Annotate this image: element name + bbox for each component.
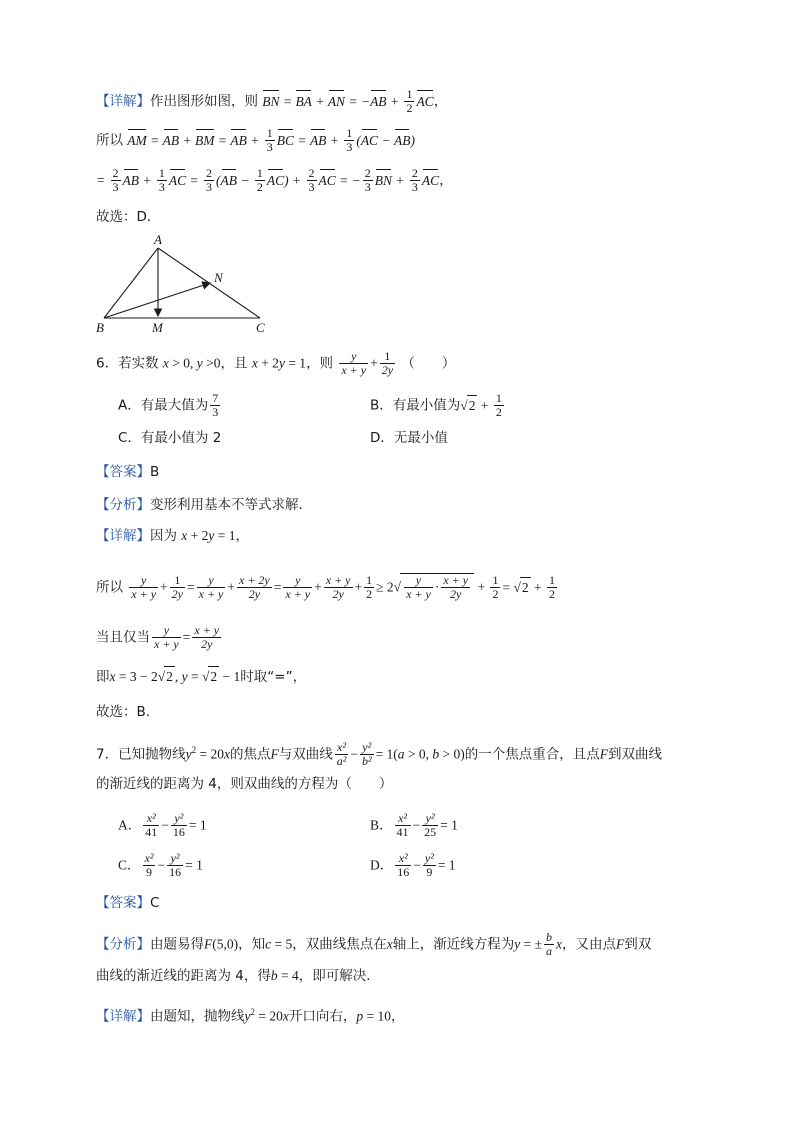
p5-detail-line3: = $\frac{2}{3}$ AB + $\frac{1}{3}$ AC = $\frac{2}{3}$ (AB − $\frac{1}{2}$ AC) + $\frac{2}{3}$ AC = − $\frac{2}{3}$ BN + $\frac{2}{3}$ AC， [96, 166, 453, 194]
side-AB [104, 248, 158, 318]
point-label-B: B [96, 320, 104, 335]
q6-analysis: 【分析】变形利用基本不等式求解. [96, 497, 303, 513]
point-label-C: C [256, 320, 265, 335]
q6-detail-line1: 【详解】因为 x + 2y = 1， [96, 528, 250, 544]
vector-BN [104, 283, 210, 318]
detail-tag: 【详解】 [96, 93, 150, 110]
point-label-M: M [152, 320, 163, 335]
q7-option-c[interactable]: C． $\frac{\text{x²}}{9}$ − $\frac{\text{y²}}{16}$ = 1 [118, 851, 203, 879]
point-label-N: N [214, 270, 223, 285]
q7-answer: 【答案】C [96, 895, 160, 911]
q6-detail-line3: 当且仅当 $\frac{y}{x + y}$ = $\frac{x + y}{2y}$ [96, 623, 220, 651]
point-label-A: A [154, 232, 162, 247]
p5-choose: 故选：D． [96, 209, 161, 225]
q7-option-d[interactable]: D． $\frac{\text{x²}}{16}$ − $\frac{\text{y²}}{9}$ = 1 [370, 851, 456, 879]
q6-answer: 【答案】B [96, 464, 160, 480]
q7-detail-line1: 【详解】由题知，抛物线$y^2 = 20x$开口向右，p = 10， [96, 1007, 405, 1025]
q6-detail-line2: 所以 $\frac{y}{x + y}$ + $\frac{1}{2y}$ = $\frac{y}{x + y}$ + $\frac{x + 2y}{2y}$ = $\frac{y}{x + y}$ + $\frac{x + y}{2y}$ + $\frac{1}{2}$ ≥ 2√ $\frac{y}{x + y}$ · $\frac{x + y}{2y}$ + $\frac{1}{2}$ = √2 + $\frac{1}{2}$ [96, 573, 555, 601]
q6-option-a[interactable]: A．有最大值为 $\frac{7}{3}$ [118, 391, 219, 419]
q6-option-c[interactable]: C．有最小值为 2 [118, 430, 222, 446]
q6-detail-line4: 即x = 3 − 2√2 , y = √2 − 1时取“=”， [96, 666, 306, 687]
q7-stem-line2: 的渐近线的距离为 4，则双曲线的方程为（ ） [96, 776, 393, 792]
q7-analysis-line2: 曲线的渐近线的距离为 4，得b = 4，即可解决. [96, 968, 371, 984]
q6-choose: 故选：B. [96, 704, 151, 720]
q6-option-b[interactable]: B．有最小值为√2 + $\frac{1}{2}$ [370, 391, 502, 419]
q7-stem-line1: 7．已知抛物线$y^2 = 20x$的焦点F与双曲线 $\frac{\text{x²}}{\text{a²}}$ − $\frac{\text{y²}}{\text{b²}}$ = 1(a > 0, b > 0)的一个焦点重合，且点F到双曲线 [96, 740, 663, 768]
q7-option-b[interactable]: B． $\frac{\text{x²}}{41}$ − $\frac{\text{y²}}{25}$ = 1 [370, 811, 458, 839]
q6-stem: 6．若实数 x > 0, y >0，且 x + 2y = 1，则 $\frac{y}{x + y}$ + $\frac{1}{2y}$ （ ） [96, 349, 456, 377]
q7-option-a[interactable]: A． $\frac{\text{x²}}{41}$ − $\frac{\text{y²}}{16}$ = 1 [118, 811, 207, 839]
q6-option-d[interactable]: D．无最小值 [370, 430, 448, 446]
triangle-figure [92, 232, 282, 336]
p5-detail-line2: 所以 AM = AB + BM = AB + $\frac{1}{3}$ BC = AB + $\frac{1}{3}$ (AC − AB) [96, 126, 415, 154]
q7-analysis-line1: 【分析】由题易得F(5,0)，知c = 5，双曲线焦点在x轴上，渐近线方程为y = ± $\frac{b}{a}$ x，又由点F到双 [96, 930, 652, 958]
p5-detail-line1: 【详解】作出图形如图，则 BN = BA + AN = −AB + $\frac{1}{2}$ AC， [96, 87, 448, 115]
